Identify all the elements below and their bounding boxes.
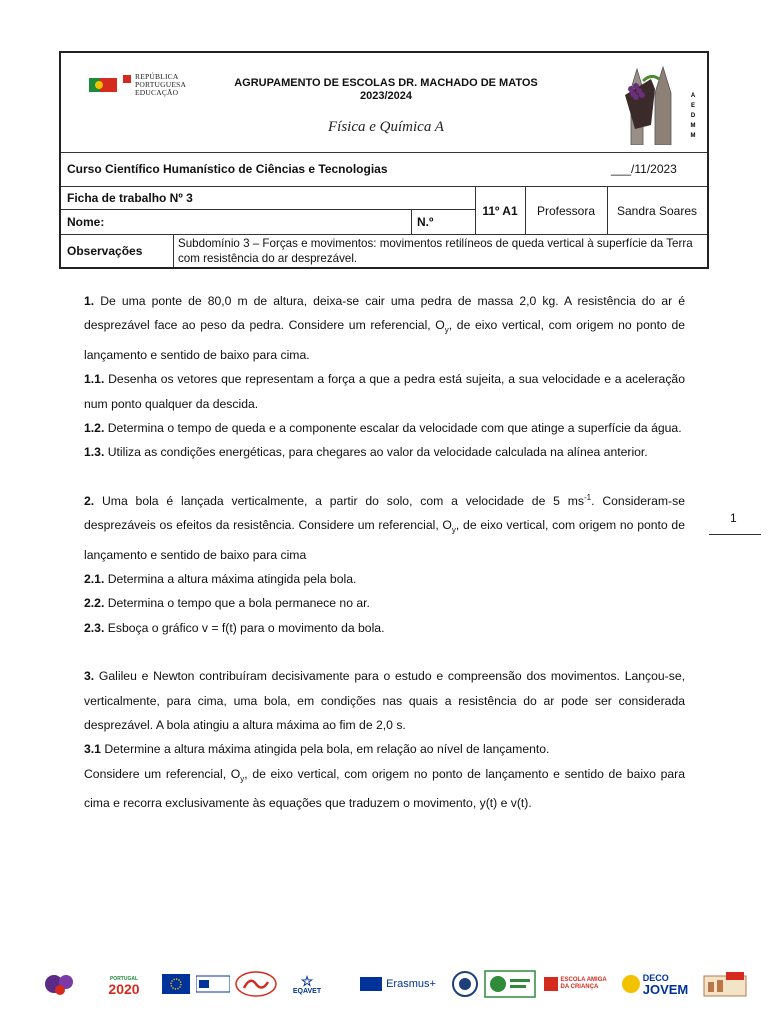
eco-school-logo-icon bbox=[484, 970, 536, 998]
course-name: Curso Científico Humanístico de Ciências e Tecnologias bbox=[67, 162, 388, 176]
question-3-note: Considere um referencial, $O_y$, de eixo vertical, com origem no ponto de lançamento e sentido de baixo para cima e recorra exclusivamente às equações que traduzem o movimento, y(t) e v(t). bbox=[84, 766, 685, 811]
name-label: Nome: bbox=[67, 215, 105, 229]
eqavet-logo: ☆ EQAVET bbox=[292, 972, 322, 995]
logo-letter-d: D bbox=[690, 113, 696, 119]
date-field: ___/11/2023 bbox=[611, 162, 677, 176]
school-badge-logo-icon bbox=[702, 970, 748, 998]
house-icon bbox=[544, 977, 558, 991]
logo-letter-m1: M bbox=[690, 123, 696, 129]
eu-flag-small-icon bbox=[360, 977, 382, 991]
school-logo-icon bbox=[621, 59, 701, 145]
question-1-3: 1.3. Utiliza as condições energéticas, para chegares ao valor da velocidade calculada na alínea anterior. bbox=[84, 445, 648, 460]
observations-text: Subdomínio 3 – Forças e movimentos: movimentos retilíneos de queda vertical à superfície da Terra com resistência do ar desprezável. bbox=[178, 237, 693, 265]
page-number: 1 bbox=[730, 511, 737, 525]
subject-title: Física e Química A bbox=[328, 119, 444, 135]
question-2-3: 2.3. Esboça o gráfico v = f(t) para o movimento da bola. bbox=[84, 620, 385, 635]
republic-logo: REPÚBLICA PORTUGUESA EDUCAÇÃO bbox=[89, 73, 186, 97]
child-friendly-school-logo: ESCOLA AMIGA DA CRIANÇA bbox=[542, 970, 614, 998]
deco-jovem-logo: DECO JOVEM bbox=[618, 970, 692, 998]
footer-logos bbox=[40, 966, 750, 1002]
school-year: 2023/2024 bbox=[360, 90, 412, 102]
republic-square-icon bbox=[123, 75, 131, 83]
question-1-2: 1.2. Determina o tempo de queda e a componente escalar da velocidade com que atinge a superfície da água. bbox=[84, 420, 682, 435]
header-banner bbox=[61, 53, 707, 153]
portugal-2020-logo: PORTUGAL 2020 bbox=[108, 976, 140, 997]
portugal-flag-icon bbox=[89, 78, 117, 92]
header-table bbox=[59, 51, 709, 269]
question-2-1: 2.1. Determina a altura máxima atingida pela bola. bbox=[84, 572, 357, 587]
caf-logo-icon bbox=[234, 970, 278, 998]
number-label: N.º bbox=[417, 215, 434, 229]
eu-flag-icon bbox=[162, 970, 190, 998]
logo-letter-e: E bbox=[690, 103, 696, 109]
seal-logo-icon bbox=[450, 970, 480, 998]
course-row bbox=[61, 152, 707, 187]
question-2-2: 2.2. Determina o tempo que a bola permanece no ar. bbox=[84, 596, 370, 611]
observations-label: Observações bbox=[67, 244, 143, 258]
question-3-1: 3.1 Determine a altura máxima atingida pela bola, em relação ao nível de lançamento. bbox=[84, 742, 550, 757]
star-icon: ☆ bbox=[300, 972, 314, 989]
eu-fund-logo-icon bbox=[196, 970, 230, 998]
class-label: 11º A1 bbox=[482, 203, 518, 218]
erasmus-logo: Erasmus+ bbox=[352, 970, 444, 998]
school-name: AGRUPAMENTO DE ESCOLAS DR. MACHADO DE MATOS 2023/2024 bbox=[191, 77, 581, 103]
logo-letter-a: A bbox=[690, 93, 696, 99]
teacher-label: Professora bbox=[536, 203, 596, 218]
question-3: 3. Galileu e Newton contribuíram decisivamente para o estudo e compreensão dos movimentos. Lançou-se, verticalmente, para cima, uma bola, em condições nas quais a resistência do ar pode ser considerada desprezável. A bola atingiu a altura máxima ao fim de 2,0 s. bbox=[84, 669, 685, 732]
face-icon bbox=[622, 975, 640, 993]
school-network-logo-icon bbox=[40, 970, 80, 998]
question-1: 1. De uma ponte de 80,0 m de altura, deixa-se cair uma pedra de massa 2,0 kg. A resistência do ar é desprezável face ao peso da pedra. Considere um referencial, $O_y$, de eixo vertical, com origem no ponto de lançamento e sentido de baixo para cima. bbox=[84, 294, 685, 363]
question-1-1: 1.1. Desenha os vetores que representam a força a que a pedra está sujeita, a sua velocidade e a aceleração num ponto qualquer da descida. bbox=[84, 372, 685, 411]
page-number-rule bbox=[709, 534, 761, 535]
logo-letter-m2: M bbox=[690, 133, 696, 139]
worksheet-title: Ficha de trabalho Nº 3 bbox=[67, 191, 193, 205]
teacher-name: Sandra Soares bbox=[616, 203, 698, 218]
questions bbox=[84, 289, 685, 816]
question-2: 2. Uma bola é lançada verticalmente, a partir do solo, com a velocidade de 5 $ms^{-1}$. Consideram-se desprezáveis os efeitos da resistência. Considere um referencial, $O_y$, de eixo vertical, com origem no ponto de lançamento e sentido de baixo para cima bbox=[84, 492, 685, 562]
